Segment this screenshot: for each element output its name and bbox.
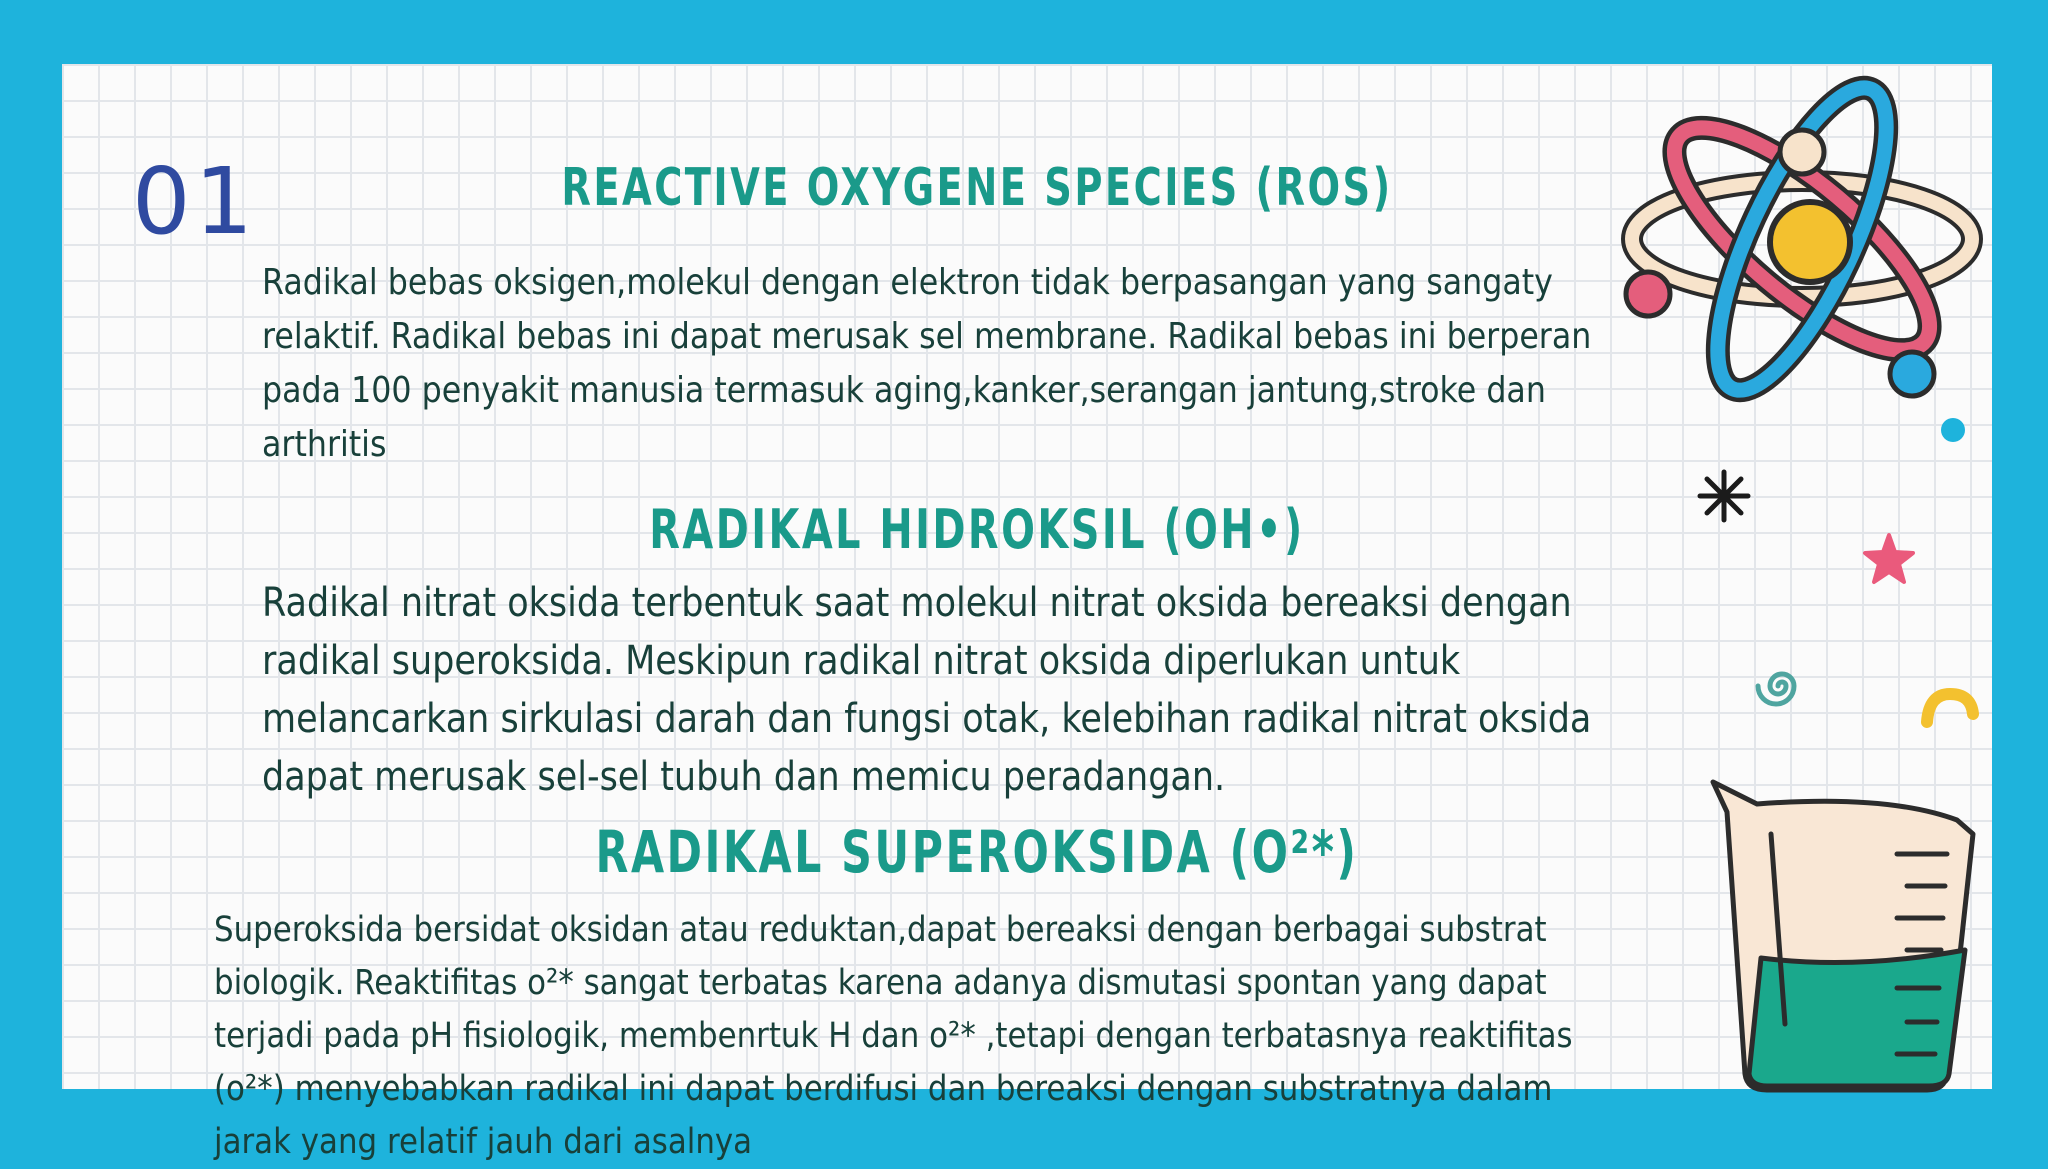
- slide-number: 01: [132, 148, 258, 255]
- spiral-icon: [1752, 656, 1812, 716]
- heading-superoksida: RADIKAL SUPEROKSIDA (O²*): [595, 818, 1359, 886]
- paragraph-ros: Radikal bebas oksigen,molekul dengan elektron tidak berpasangan yang sangaty relaktif. Radikal bebas ini dapat merusak sel membrane. Radikal bebas ini berperan pada 100 penyakit manusia termasuk aging,kanker,serangan jantung,stroke dan arthritis: [262, 262, 1592, 465]
- atom-icon: [1612, 44, 1992, 424]
- beaker-icon: [1687, 774, 1987, 1094]
- star-icon: [1862, 532, 1916, 586]
- dot-icon: [1939, 416, 1967, 444]
- heading-hidroksil: RADIKAL HIDROKSIL (OH•): [649, 498, 1305, 561]
- asterisk-icon: [1696, 468, 1752, 524]
- slide-card: [62, 64, 1992, 1162]
- heading-ros: REACTIVE OXYGENE SPECIES (ROS): [561, 158, 1393, 218]
- arc-icon: [1919, 684, 1981, 730]
- paragraph-hidroksil: Radikal nitrat oksida terbentuk saat molekul nitrat oksida bereaksi dengan radikal superoksida. Meskipun radikal nitrat oksida diperlukan untuk melancarkan sirkulasi darah dan fungsi otak, kelebihan radikal nitrat oksida dapat merusak sel-sel tubuh dan memicu peradangan.: [262, 580, 1592, 800]
- paragraph-superoksida: Superoksida bersidat oksidan atau reduktan,dapat bereaksi dengan berbagai substrat biologik. Reaktifitas o²* sangat terbatas karena adanya dismutasi spontan yang dapat terjadi pada pH fisiologik, membenrtuk H dan o²* ,tetapi dengan terbatasnya reaktifitas (o²*) menyebabkan radikal ini dapat berdifusi dan bereaksi dengan substratnya dalam jarak yang relatif jauh dari asalnya: [214, 910, 1573, 1162]
